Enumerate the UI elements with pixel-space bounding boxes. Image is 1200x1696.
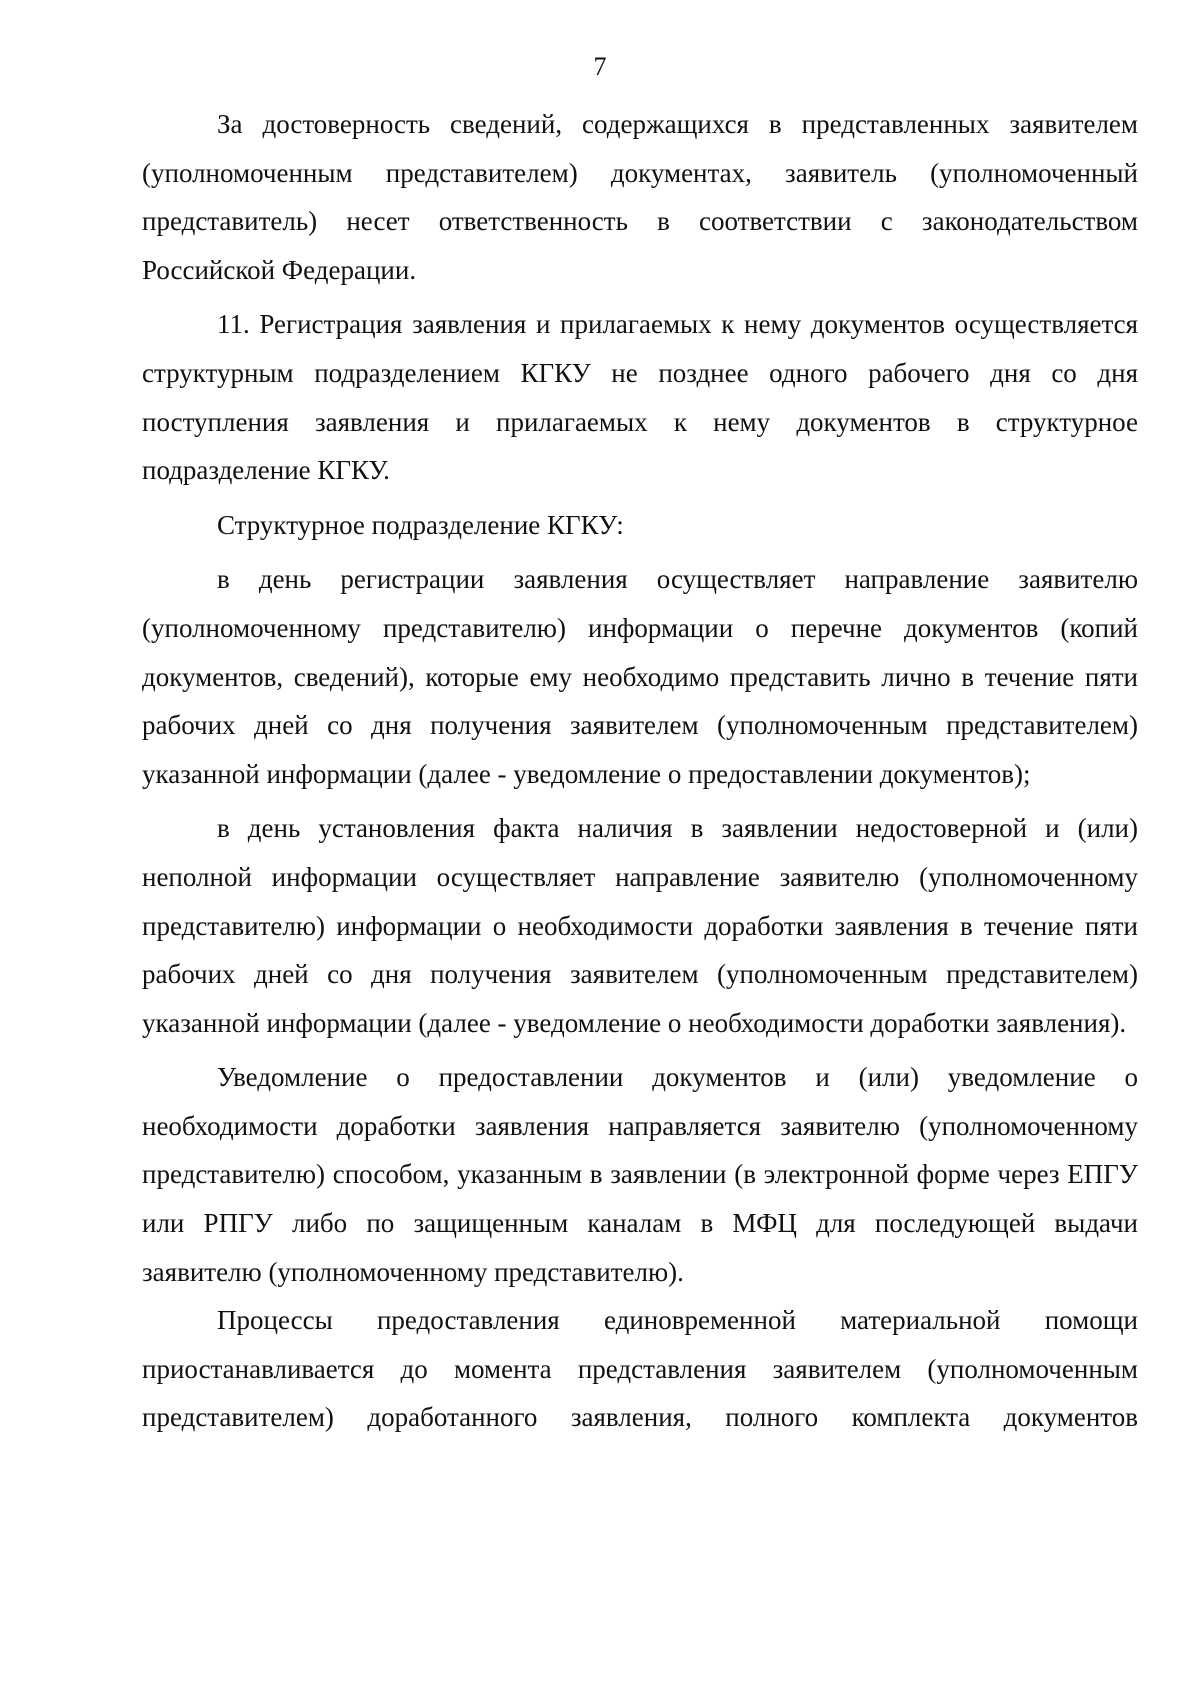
paragraph-documents-notice: в день регистрации заявления осуществляет направление заявителю (уполномоченному представителю) информации о перечне документов (копий документов, сведений), которые ему необходимо представить лично в течение пяти рабочих дней со дня получения заявителем (уполномоченным представителем) указанной информации (далее - уведомление о предоставлении документов); [142, 564, 1138, 789]
paragraph-subdivision-heading: Структурное подразделение КГКУ: [217, 509, 624, 540]
paragraph-notice-delivery: Уведомление о предоставлении документов и (или) уведомление о необходимости доработки заявления направляется заявителю (уполномоченному представителю) способом, указанным в заявлении (в электронной форме через ЕПГУ или РПГУ либо по защищенным каналам в МФЦ для последующей выдачи заявителю (уполномоченному представителю). [142, 1062, 1138, 1287]
paragraph-suspension: Процессы предоставления единовременной материальной помощи приостанавливается до момента представления заявителем (уполномоченным представителем) доработанного заявления, полного комплекта документов [142, 1305, 1138, 1433]
document-body [142, 100, 1138, 1442]
page-number: 7 [593, 52, 607, 81]
paragraph-responsibility: За достоверность сведений, содержащихся в представленных заявителем (уполномоченным представителем) документах, заявитель (уполномоченный представитель) несет ответственность в соответствии с законодательством Российской Федерации. [142, 109, 1138, 285]
paragraph-registration: 11. Регистрация заявления и прилагаемых к нему документов осуществляется структурным подразделением КГКУ не позднее одного рабочего дня со дня поступления заявления и прилагаемых к нему документов в структурное подразделение КГКУ. [142, 309, 1138, 486]
paragraph-revision-notice: в день установления факта наличия в заявлении недостоверной и (или) неполной информации осуществляет направление заявителю (уполномоченному представителю) информации о необходимости доработки заявления в течение пяти рабочих дней со дня получения заявителем (уполномоченным представителем) указанной информации (далее - уведомление о необходимости доработки заявления). [142, 813, 1138, 1038]
